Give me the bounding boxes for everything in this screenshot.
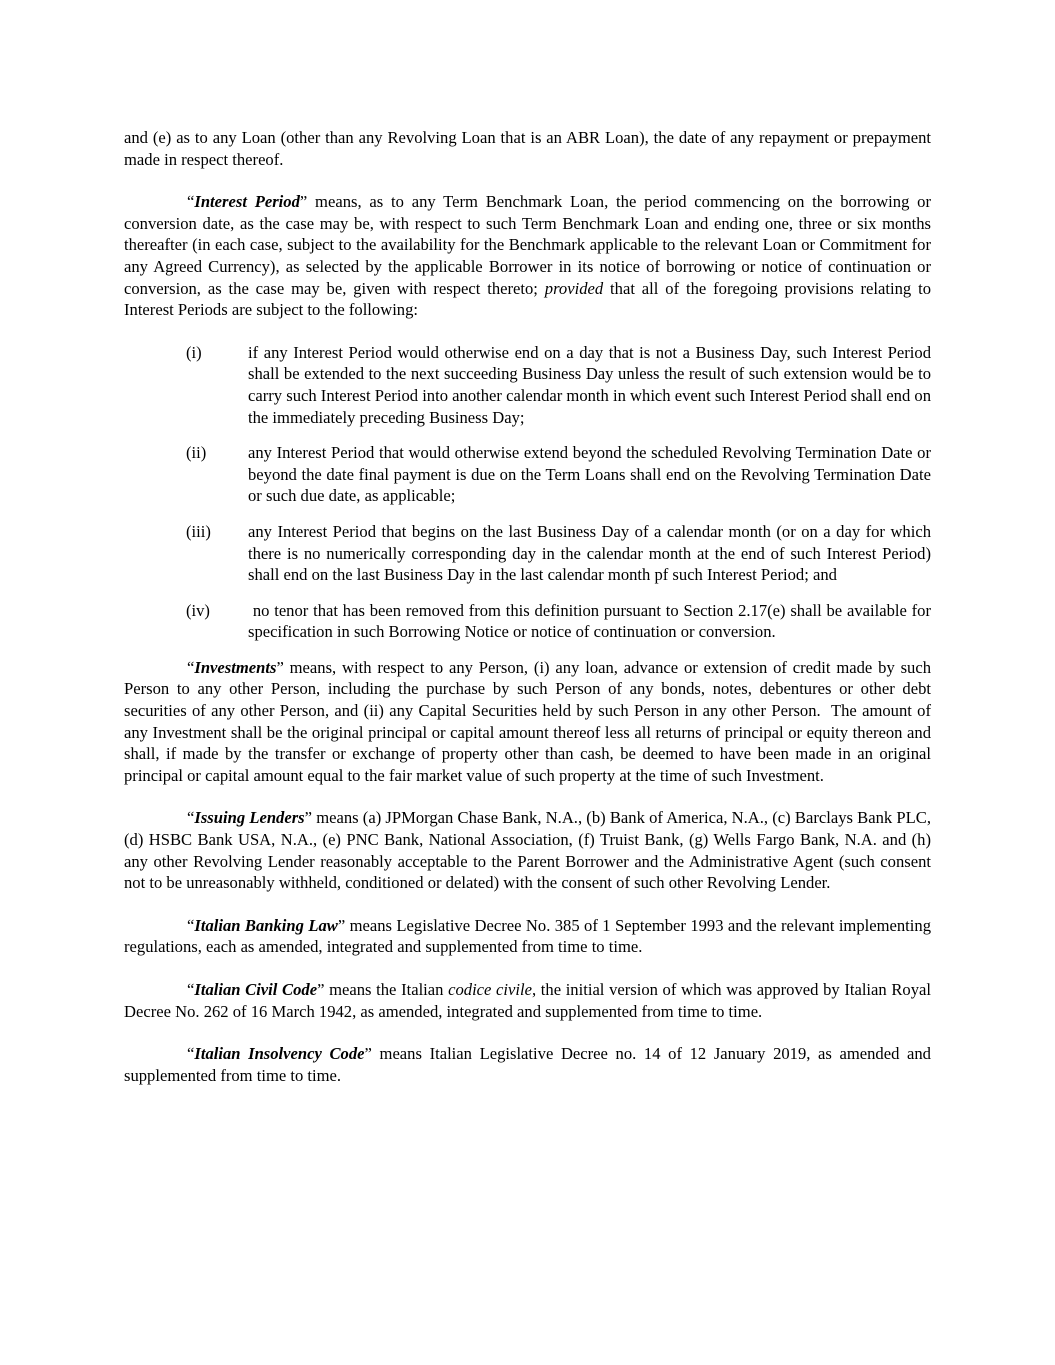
definition-issuing-lenders [124,807,931,893]
definition-interest-period [124,191,931,321]
document-page [124,127,936,1107]
defined-term: Italian Insolvency Code [194,1044,365,1064]
intro-text: and (e) as to any Loan (other than any Revolving Loan that is an ABR Loan), the date of any repayment or prepayment made in respect thereof. [124,128,931,169]
list-item-text: any Interest Period that begins on the last Business Day of a calendar month (or on a day for which there is no numerically corresponding day in the calendar month at the end of such Interest Period) shall end on the last Business Day in the last calendar month pf such Interest Period; and [248,521,931,585]
list-item-text: any Interest Period that would otherwise extend beyond the scheduled Revolving Termination Date or beyond the date final payment is due on the Term Loans shall end on the Revolving Termination Date or such due date, as applicable; [248,443,931,506]
definition-body: means Italian Legislative Decree no. 14 of 12 January 2019, as amended and supplemented from time to time. [124,1044,931,1085]
defined-term: Italian Civil Code [194,980,318,999]
definition-body: means Legislative Decree No. 385 of 1 September 1993 and the relevant implementing regulations, each as amended, integrated and supplemented from time to time. [124,915,931,957]
close-quote: ” [317,980,325,999]
definition-body-continued: , the initial version of which was approved by Italian Royal Decree No. 262 of 16 March 1942, as amended, integrated and supplemented from time to time. [124,980,931,1021]
definition-italian-banking-law [124,915,931,958]
proviso-word: provided [544,278,604,298]
open-quote: “ [187,980,195,999]
list-item [124,442,931,507]
defined-term: Italian Banking Law [194,915,338,935]
interest-period-list [124,342,936,643]
intro-paragraph [124,127,931,170]
close-quote: ” [364,1044,372,1064]
definition-tail: that all of the foregoing provisions relating to Interest Periods are subject to the following: [124,278,931,320]
close-quote: ” [304,808,312,828]
open-quote: “ [187,915,195,935]
list-item-number: (iii) [186,521,211,541]
open-quote: “ [187,808,195,828]
definition-body: means, with respect to any Person, (i) any loan, advance or extension of credit made by such Person to any other Person, including the purchase by such Person of any bonds, notes, debentures or other debt securities of any other Person, and (ii) any Capital Securities held by such Person in any other Person. The amount of any Investment shall be the original principal or capital amount thereof less all returns of principal or equity thereon and shall, if made by the transfer or exchange of property other than cash, be deemed to have been made in an original principal or capital amount equal to the fair market value of such property at the time of such Investment. [124,657,936,785]
close-quote: ” [276,657,284,677]
defined-term: Issuing Lenders [194,808,305,828]
list-item-number: (ii) [186,443,207,463]
list-item-number: (i) [186,342,202,362]
close-quote: ” [337,915,346,935]
list-item-number: (iv) [186,600,210,620]
definition-italian-insolvency-code [124,1043,931,1086]
defined-term: Investments [194,657,277,677]
list-item [124,521,931,586]
list-item [124,600,936,643]
open-quote: “ [187,192,195,212]
close-quote: ” [299,192,308,212]
foreign-term: codice civile [448,980,532,999]
defined-term: Interest Period [194,192,300,212]
list-item-text: if any Interest Period would otherwise end on a day that is not a Business Day, such Interest Period shall be extended to the next succeeding Business Day unless the result of such extension would be to carry such Interest Period into another calendar month in which event such Interest Period shall end on the immediately preceding Business Day; [248,342,931,427]
definition-italian-civil-code [124,979,931,1022]
list-item [124,342,931,428]
definition-body: means (a) JPMorgan Chase Bank, N.A., (b) Bank of America, N.A., (c) Barclays Bank PLC, (d) HSBC Bank USA, N.A., (e) PNC Bank, National Association, (f) Truist Bank, (g) Wells Fargo Bank, N.A. and (h) any other Revolving Lender reasonably acceptable to the Parent Borrower and the Administrative Agent (such consent not to be unreasonably withheld, conditioned or delated) with the consent of such other Revolving Lender. [124,808,931,893]
definition-body: means the Italian [324,980,449,999]
definition-body: means, as to any Term Benchmark Loan, the period commencing on the borrowing or conversion date, as the case may be, with respect to such Term Benchmark Loan and ending one, three or six months thereafter (in each case, subject to the availability for the Benchmark applicable to the relevant Loan or Commitment for any Agreed Currency), as selected by the applicable Borrower in its notice of borrowing or notice of continuation or conversion, as the case may be, given with respect thereto; [124,192,931,298]
open-quote: “ [187,657,195,677]
open-quote: “ [187,1044,195,1064]
list-item-text: no tenor that has been removed from this definition pursuant to Section 2.17(e) shall be available for specification in such Borrowing Notice or notice of continuation or conversion. [248,600,936,642]
definition-investments [124,657,936,787]
